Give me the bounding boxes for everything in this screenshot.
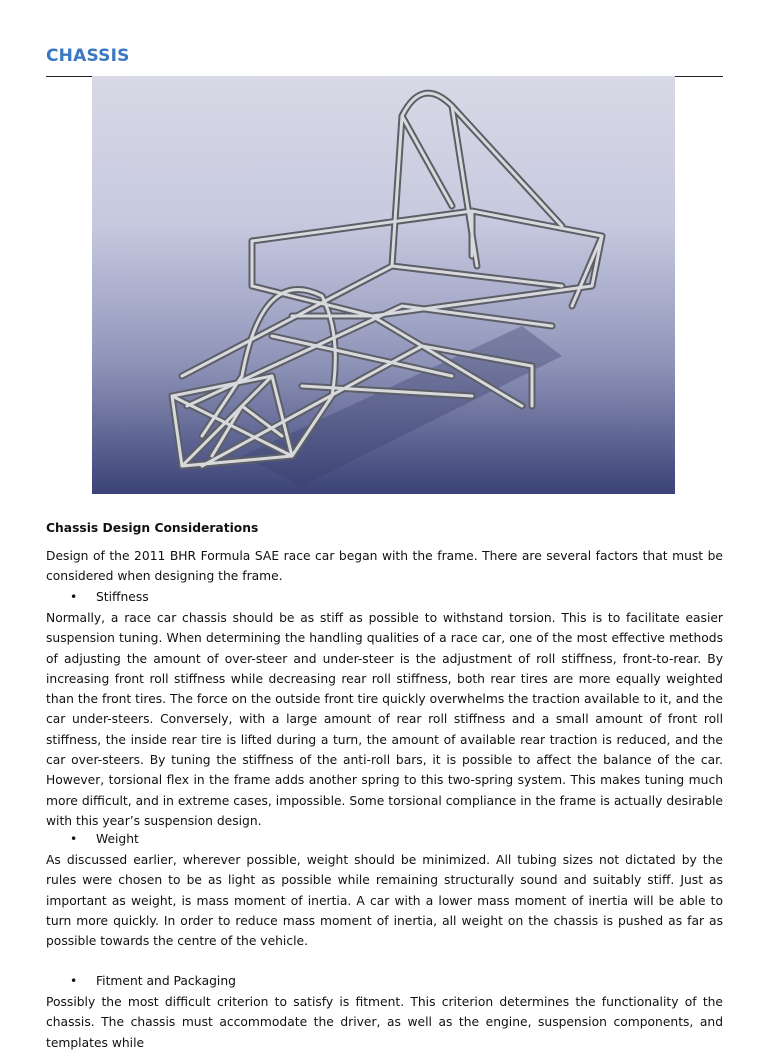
weight-paragraph: As discussed earlier, wherever possible, weight should be minimized. All tubing sizes not dictated by the rules were chosen to be as light as possible while remaining structurally sound and suitably stiff. Just as important as weight, is mass moment of inertia. A car with a lower mass moment of inertia will be able to turn more quickly. In order to reduce mass moment of inertia, all weight on the chassis is pushed as far as possible towards the centre of the vehicle. (46, 853, 723, 949)
bullet-label: Weight (96, 832, 139, 846)
bullet-label: Stiffness (96, 590, 149, 604)
bullet-label: Fitment and Packaging (96, 974, 236, 988)
section-title: CHASSIS (46, 46, 130, 66)
bullet-fitment (70, 971, 670, 991)
chassis-frame-image (92, 76, 675, 494)
fitment-paragraph: Possibly the most difficult criterion to satisfy is fitment. This criterion determines the functionality of the chassis. The chassis must accommodate the driver, as well as the engine, suspension components, and templates while (46, 995, 723, 1050)
subheading: Chassis Design Considerations (46, 521, 259, 535)
bullet-dot: • (70, 590, 78, 604)
bullet-stiffness (70, 587, 670, 607)
intro-paragraph: Design of the 2011 BHR Formula SAE race car began with the frame. There are several factors that must be considered when designing the frame. (46, 549, 723, 584)
bullet-dot: • (70, 974, 78, 988)
bullet-weight (70, 829, 670, 849)
stiffness-paragraph: Normally, a race car chassis should be as stiff as possible to withstand torsion. This is to facilitate easier suspension tuning. When determining the handling qualities of a race car, one of the most effective methods of adjusting the amount of over-steer and under-steer is the adjustment of roll stiffness, front-to-rear. By increasing front roll stiffness while decreasing rear roll stiffness, both rear tires are more equally weighted than the front tires. The force on the outside front tire quickly overwhelms the traction available to it, and the car under-steers. Conversely, with a large amount of rear roll stiffness and a small amount of front roll stiffness, the inside rear tire is lifted during a turn, the amount of available rear traction is reduced, and the car over-steers. By tuning the stiffness of the anti-roll bars, it is possible to affect the balance of the car. However, torsional flex in the frame adds another spring to this two-spring system. This makes tuning much more difficult, and in extreme cases, impossible. Some torsional compliance in the frame is actually desirable with this year’s suspension design. (46, 611, 723, 828)
chassis-frame-drawing (92, 76, 675, 494)
bullet-dot: • (70, 832, 78, 846)
